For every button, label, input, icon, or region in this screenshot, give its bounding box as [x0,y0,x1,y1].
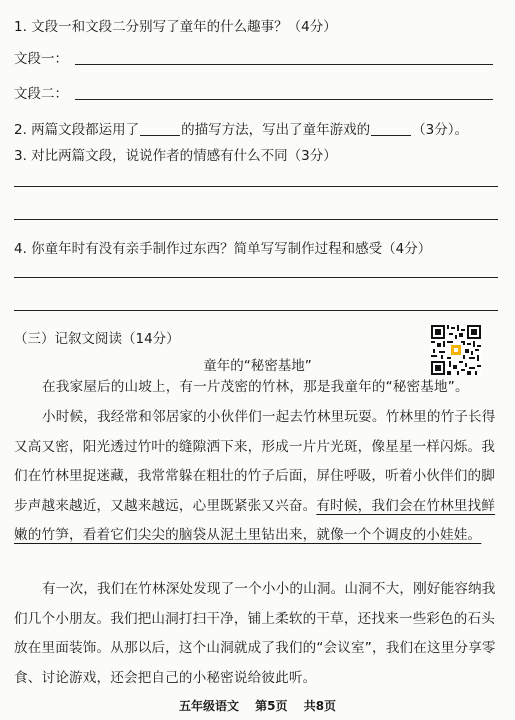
answer-line[interactable] [75,99,493,100]
passage-paragraph-2 [14,403,499,551]
passage-title: 童年的“秘密基地” [203,358,312,374]
footer-total: 共8页 [303,699,337,713]
footer-subject: 五年级语文 [178,699,239,713]
answer-blank[interactable] [140,121,180,136]
passage-paragraph-3: 有一次，我们在竹林深处发现了一个小小的山洞。山洞不大，刚好能容纳我们几个小朋友。我们把山洞打扫干净，铺上柔软的干草，还找来一些彩色的石头放在里面装饰。从那以后，这个山洞就成了我们的“会议室”，我们在这里分享零食、讨论游戏，还会把自己的小秘密说给彼此听。 [14,581,496,686]
answer-line[interactable] [14,219,498,220]
page-footer [0,697,515,714]
question-2-prompt [14,120,468,140]
question-2-text-2: 的描写方法，写出了童年游戏的 [181,122,371,138]
question-1-label-a: 文段一： [14,51,68,67]
footer-page: 第5页 [255,699,288,713]
question-1-label-b: 文段二： [14,86,68,102]
answer-line[interactable] [14,277,498,278]
passage-paragraph-1: 在我家屋后的山坡上，有一片茂密的竹林，那是我童年的“秘密基地”。 [42,379,469,395]
passage-text: 小时候，我经常和邻居家的小伙伴们一起去竹林里玩耍。竹林里的竹子长得又高又密，阳光透过竹叶的缝隙洒下来，形成一片片光斑，像星星一样闪烁。我们在竹林里捉迷藏，我常常躲在粗壮的竹子后面，屏住呼吸，听着小伙伴们的脚步声越来越近，又越来越远，心里既紧张又兴奋。 [14,409,496,514]
question-4-prompt: 4. 你童年时有没有亲手制作过东西？简单写写制作过程和感受（4分） [14,241,432,257]
answer-line[interactable] [14,310,498,311]
answer-blank[interactable] [371,121,411,136]
question-2-text-3: （3分）。 [412,122,469,138]
underlined-sentence: 有时候，我们会在竹林里找鲜嫩的竹笋，看着它们尖尖的脑袋从泥土里钻出来，就像一个个调皮的小娃娃。 [14,497,496,544]
question-3-prompt: 3. 对比两篇文段，说说作者的情感有什么不同（3分） [14,148,337,164]
section-heading: （三）记叙文阅读（14分） [14,331,180,347]
question-2-text-1: 2. 两篇文段都运用了 [14,122,140,138]
answer-line[interactable] [14,186,498,187]
answer-line[interactable] [75,64,493,65]
question-1-prompt: 1. 文段一和文段二分别写了童年的什么趣事？（4分） [14,19,337,35]
